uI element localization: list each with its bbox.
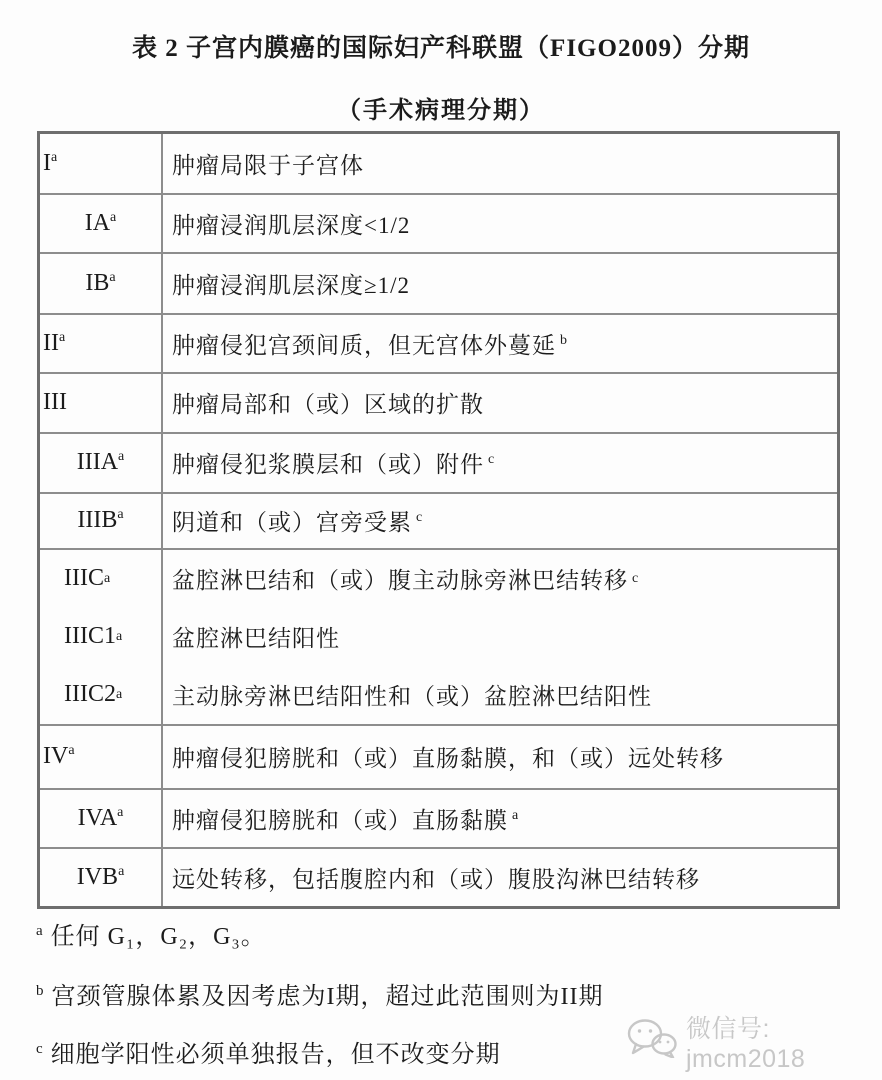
stage-label: IIIC1	[64, 623, 116, 649]
stage-cell	[39, 433, 163, 493]
stage-label: II	[43, 329, 59, 356]
table-row	[39, 253, 839, 314]
stage-label: IV	[43, 743, 69, 769]
stage-label: I	[43, 149, 51, 176]
stage-label: IIIC2	[64, 681, 116, 707]
stage-superscript: a	[118, 449, 125, 464]
description-cell	[162, 373, 839, 433]
table-row	[39, 848, 839, 908]
table-row	[39, 194, 839, 253]
stage-cell	[39, 789, 163, 848]
description-cell	[162, 493, 839, 549]
description-cell	[162, 549, 839, 725]
stage-cell	[39, 725, 163, 789]
stage-superscript: a	[110, 209, 117, 225]
stage-cell	[39, 493, 163, 549]
stage-cell	[39, 314, 163, 373]
footnote-c	[36, 1034, 501, 1069]
description-cell	[162, 433, 839, 493]
table-row-merged-iiic	[39, 549, 839, 725]
description-cell	[162, 725, 839, 789]
stage-description: 肿瘤局部和（或）区域的扩散	[172, 392, 484, 417]
wechat-watermark-label: 微信号: jmcm2018	[686, 1014, 806, 1073]
table-row	[39, 725, 839, 789]
stage-line: IIIC1 a	[64, 623, 123, 649]
table-row	[39, 789, 839, 848]
stage-description: 肿瘤侵犯膀胱和（或）直肠黏膜，和（或）远处转移	[172, 746, 724, 771]
stage-cell	[39, 373, 163, 433]
stage-cell	[39, 549, 163, 725]
stage-description: 远处转移，包括腹腔内和（或）腹股沟淋巴结转移	[172, 866, 700, 892]
stage-label: III	[43, 389, 67, 415]
description-cell	[162, 194, 839, 253]
stage-label: IVB	[76, 863, 119, 890]
footnote-marker: c	[36, 1041, 44, 1057]
table-row	[39, 373, 839, 433]
stage-description: 肿瘤侵犯宫颈间质，但无宫体外蔓延	[172, 332, 556, 358]
stage-line: IIIC a	[64, 565, 111, 591]
footnote-a	[36, 916, 266, 951]
description-cell	[162, 133, 839, 194]
stage-line: IIIC2 a	[64, 681, 123, 707]
description-cell	[162, 314, 839, 373]
description-cell	[162, 848, 839, 908]
stage-description: 肿瘤侵犯膀胱和（或）直肠黏膜	[172, 807, 508, 833]
stage-description: 肿瘤局限于子宫体	[172, 152, 364, 178]
staging-table	[37, 131, 840, 909]
stage-label: IIIB	[77, 507, 118, 533]
stage-cell	[39, 133, 163, 194]
stage-description: 盆腔淋巴结阳性	[172, 626, 340, 651]
footnote-text: 任何 G₁，G₂，G₃。	[50, 924, 266, 950]
stage-description: 肿瘤侵犯浆膜层和（或）附件	[172, 452, 484, 477]
stage-cell	[39, 253, 163, 314]
stage-description: 阴道和（或）宫旁受累	[172, 510, 412, 535]
table-row	[39, 493, 839, 549]
description-line: 盆腔淋巴结和（或）腹主动脉旁淋巴结转移 c	[163, 550, 837, 608]
description-line	[163, 608, 837, 666]
description-line	[163, 666, 837, 724]
footnote-marker: a	[36, 923, 44, 939]
stage-superscript: a	[51, 149, 58, 165]
table-row	[39, 433, 839, 493]
page-subtitle: （手术病理分期）	[337, 98, 545, 124]
stage-description: 主动脉旁淋巴结阳性和（或）盆腔淋巴结阳性	[172, 684, 652, 709]
description-cell	[162, 789, 839, 848]
stage-label: IB	[85, 269, 110, 296]
description-superscript: c	[488, 452, 496, 468]
description-superscript: b	[560, 332, 568, 348]
wechat-icon	[626, 1018, 678, 1065]
stage-label: IVA	[77, 804, 118, 831]
description-cell	[162, 253, 839, 314]
table-row	[39, 133, 839, 194]
footnote-text: 宫颈管腺体累及因考虑为I期，超过此范围则为II期	[51, 984, 604, 1010]
stage-superscript: a	[117, 804, 124, 820]
description-superscript: a	[512, 807, 520, 823]
footnote-b	[36, 976, 603, 1011]
footnote-text: 细胞学阳性必须单独报告，但不改变分期	[50, 1042, 501, 1068]
stage-superscript: a	[58, 329, 66, 345]
stage-label: IA	[84, 209, 111, 236]
stage-description: 盆腔淋巴结和（或）腹主动脉旁淋巴结转移	[172, 568, 628, 593]
stage-description: 肿瘤浸润肌层深度≥1/2	[172, 272, 411, 298]
stage-superscript: a	[109, 269, 116, 285]
table-row	[39, 314, 839, 373]
page-title: 表 2 子宫内膜癌的国际妇产科联盟（FIGO2009）分期	[132, 35, 750, 62]
stage-superscript: a	[117, 507, 124, 522]
wechat-watermark	[626, 1014, 882, 1073]
stage-cell	[39, 848, 163, 908]
stage-superscript: a	[68, 743, 75, 758]
stage-label: IIIC	[64, 565, 104, 591]
description-superscript: c	[416, 510, 424, 526]
stage-label: IIIA	[76, 449, 119, 475]
footnote-marker: b	[36, 983, 45, 999]
stage-description: 肿瘤浸润肌层深度<1/2	[172, 212, 411, 238]
stage-cell	[39, 194, 163, 253]
stage-superscript: a	[118, 863, 125, 879]
